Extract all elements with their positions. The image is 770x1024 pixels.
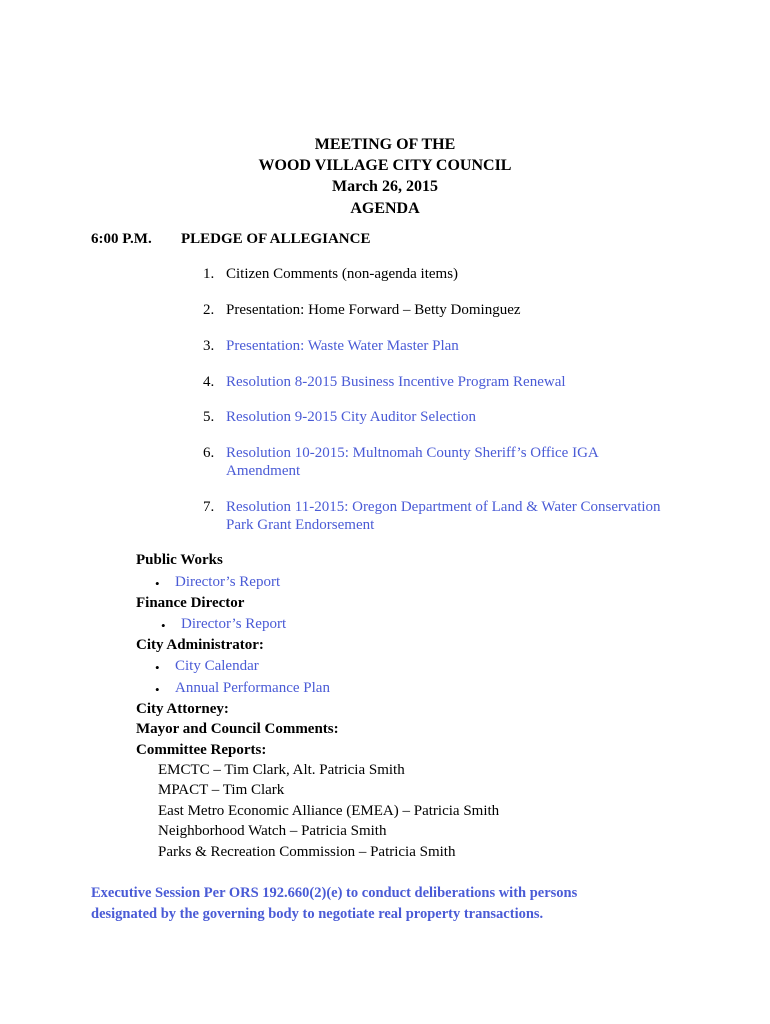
agenda-item-citizen-comments: Citizen Comments (non-agenda items) bbox=[226, 266, 459, 282]
heading-finance-director: Finance Director bbox=[136, 595, 245, 611]
link-city-calendar[interactable]: City Calendar bbox=[175, 658, 259, 674]
agenda-item-number: 6. bbox=[203, 445, 215, 461]
link-resolution-11-2015-cont[interactable]: Park Grant Endorsement bbox=[226, 517, 375, 533]
heading-committee-reports: Committee Reports: bbox=[136, 742, 267, 758]
heading-city-attorney: City Attorney: bbox=[136, 701, 229, 717]
executive-session-line-cont: designated by the governing body to negotiate real property transactions. bbox=[91, 906, 544, 922]
pledge-of-allegiance: PLEDGE OF ALLEGIANCE bbox=[181, 231, 371, 247]
agenda-item-number: 3. bbox=[203, 338, 215, 354]
link-resolution-8-2015[interactable]: Resolution 8-2015 Business Incentive Program Renewal bbox=[226, 374, 566, 390]
committee-report-item: Neighborhood Watch – Patricia Smith bbox=[158, 823, 387, 839]
bullet-icon: • bbox=[155, 682, 160, 697]
agenda-item-number: 4. bbox=[203, 374, 215, 390]
committee-report-item: EMCTC – Tim Clark, Alt. Patricia Smith bbox=[158, 762, 405, 778]
meeting-title-line: MEETING OF THE bbox=[314, 136, 456, 153]
bullet-icon: • bbox=[155, 660, 160, 675]
link-waste-water-master-plan[interactable]: Presentation: Waste Water Master Plan bbox=[226, 338, 459, 354]
committee-report-item: East Metro Economic Alliance (EMEA) – Patricia Smith bbox=[158, 803, 500, 819]
link-resolution-10-2015[interactable]: Resolution 10-2015: Multnomah County Sheriff’s Office IGA bbox=[226, 445, 599, 461]
bullet-icon: • bbox=[161, 618, 166, 633]
link-finance-directors-report[interactable]: Director’s Report bbox=[181, 616, 287, 632]
link-annual-performance-plan[interactable]: Annual Performance Plan bbox=[175, 680, 330, 696]
agenda-heading: AGENDA bbox=[350, 200, 420, 217]
agenda-item-number: 7. bbox=[203, 499, 215, 515]
bullet-icon: • bbox=[155, 576, 160, 591]
heading-city-administrator: City Administrator: bbox=[136, 637, 264, 653]
agenda-item-home-forward: Presentation: Home Forward – Betty Dominguez bbox=[226, 302, 521, 318]
heading-public-works: Public Works bbox=[136, 552, 223, 568]
link-resolution-9-2015[interactable]: Resolution 9-2015 City Auditor Selection bbox=[226, 409, 476, 425]
link-public-works-directors-report[interactable]: Director’s Report bbox=[175, 574, 281, 590]
heading-mayor-council-comments: Mayor and Council Comments: bbox=[136, 721, 339, 737]
meeting-time: 6:00 P.M. bbox=[91, 231, 152, 247]
executive-session-line: Executive Session Per ORS 192.660(2)(e) to conduct deliberations with persons bbox=[91, 885, 578, 901]
committee-report-item: MPACT – Tim Clark bbox=[158, 782, 285, 798]
link-resolution-10-2015-cont[interactable]: Amendment bbox=[226, 463, 301, 479]
agenda-item-number: 1. bbox=[203, 266, 215, 282]
meeting-date: March 26, 2015 bbox=[332, 178, 438, 195]
council-name: WOOD VILLAGE CITY COUNCIL bbox=[258, 157, 512, 174]
link-resolution-11-2015[interactable]: Resolution 11-2015: Oregon Department of Land & Water Conservation bbox=[226, 499, 661, 515]
agenda-item-number: 5. bbox=[203, 409, 215, 425]
agenda-item-number: 2. bbox=[203, 302, 215, 318]
committee-report-item: Parks & Recreation Commission – Patricia Smith bbox=[158, 844, 456, 860]
